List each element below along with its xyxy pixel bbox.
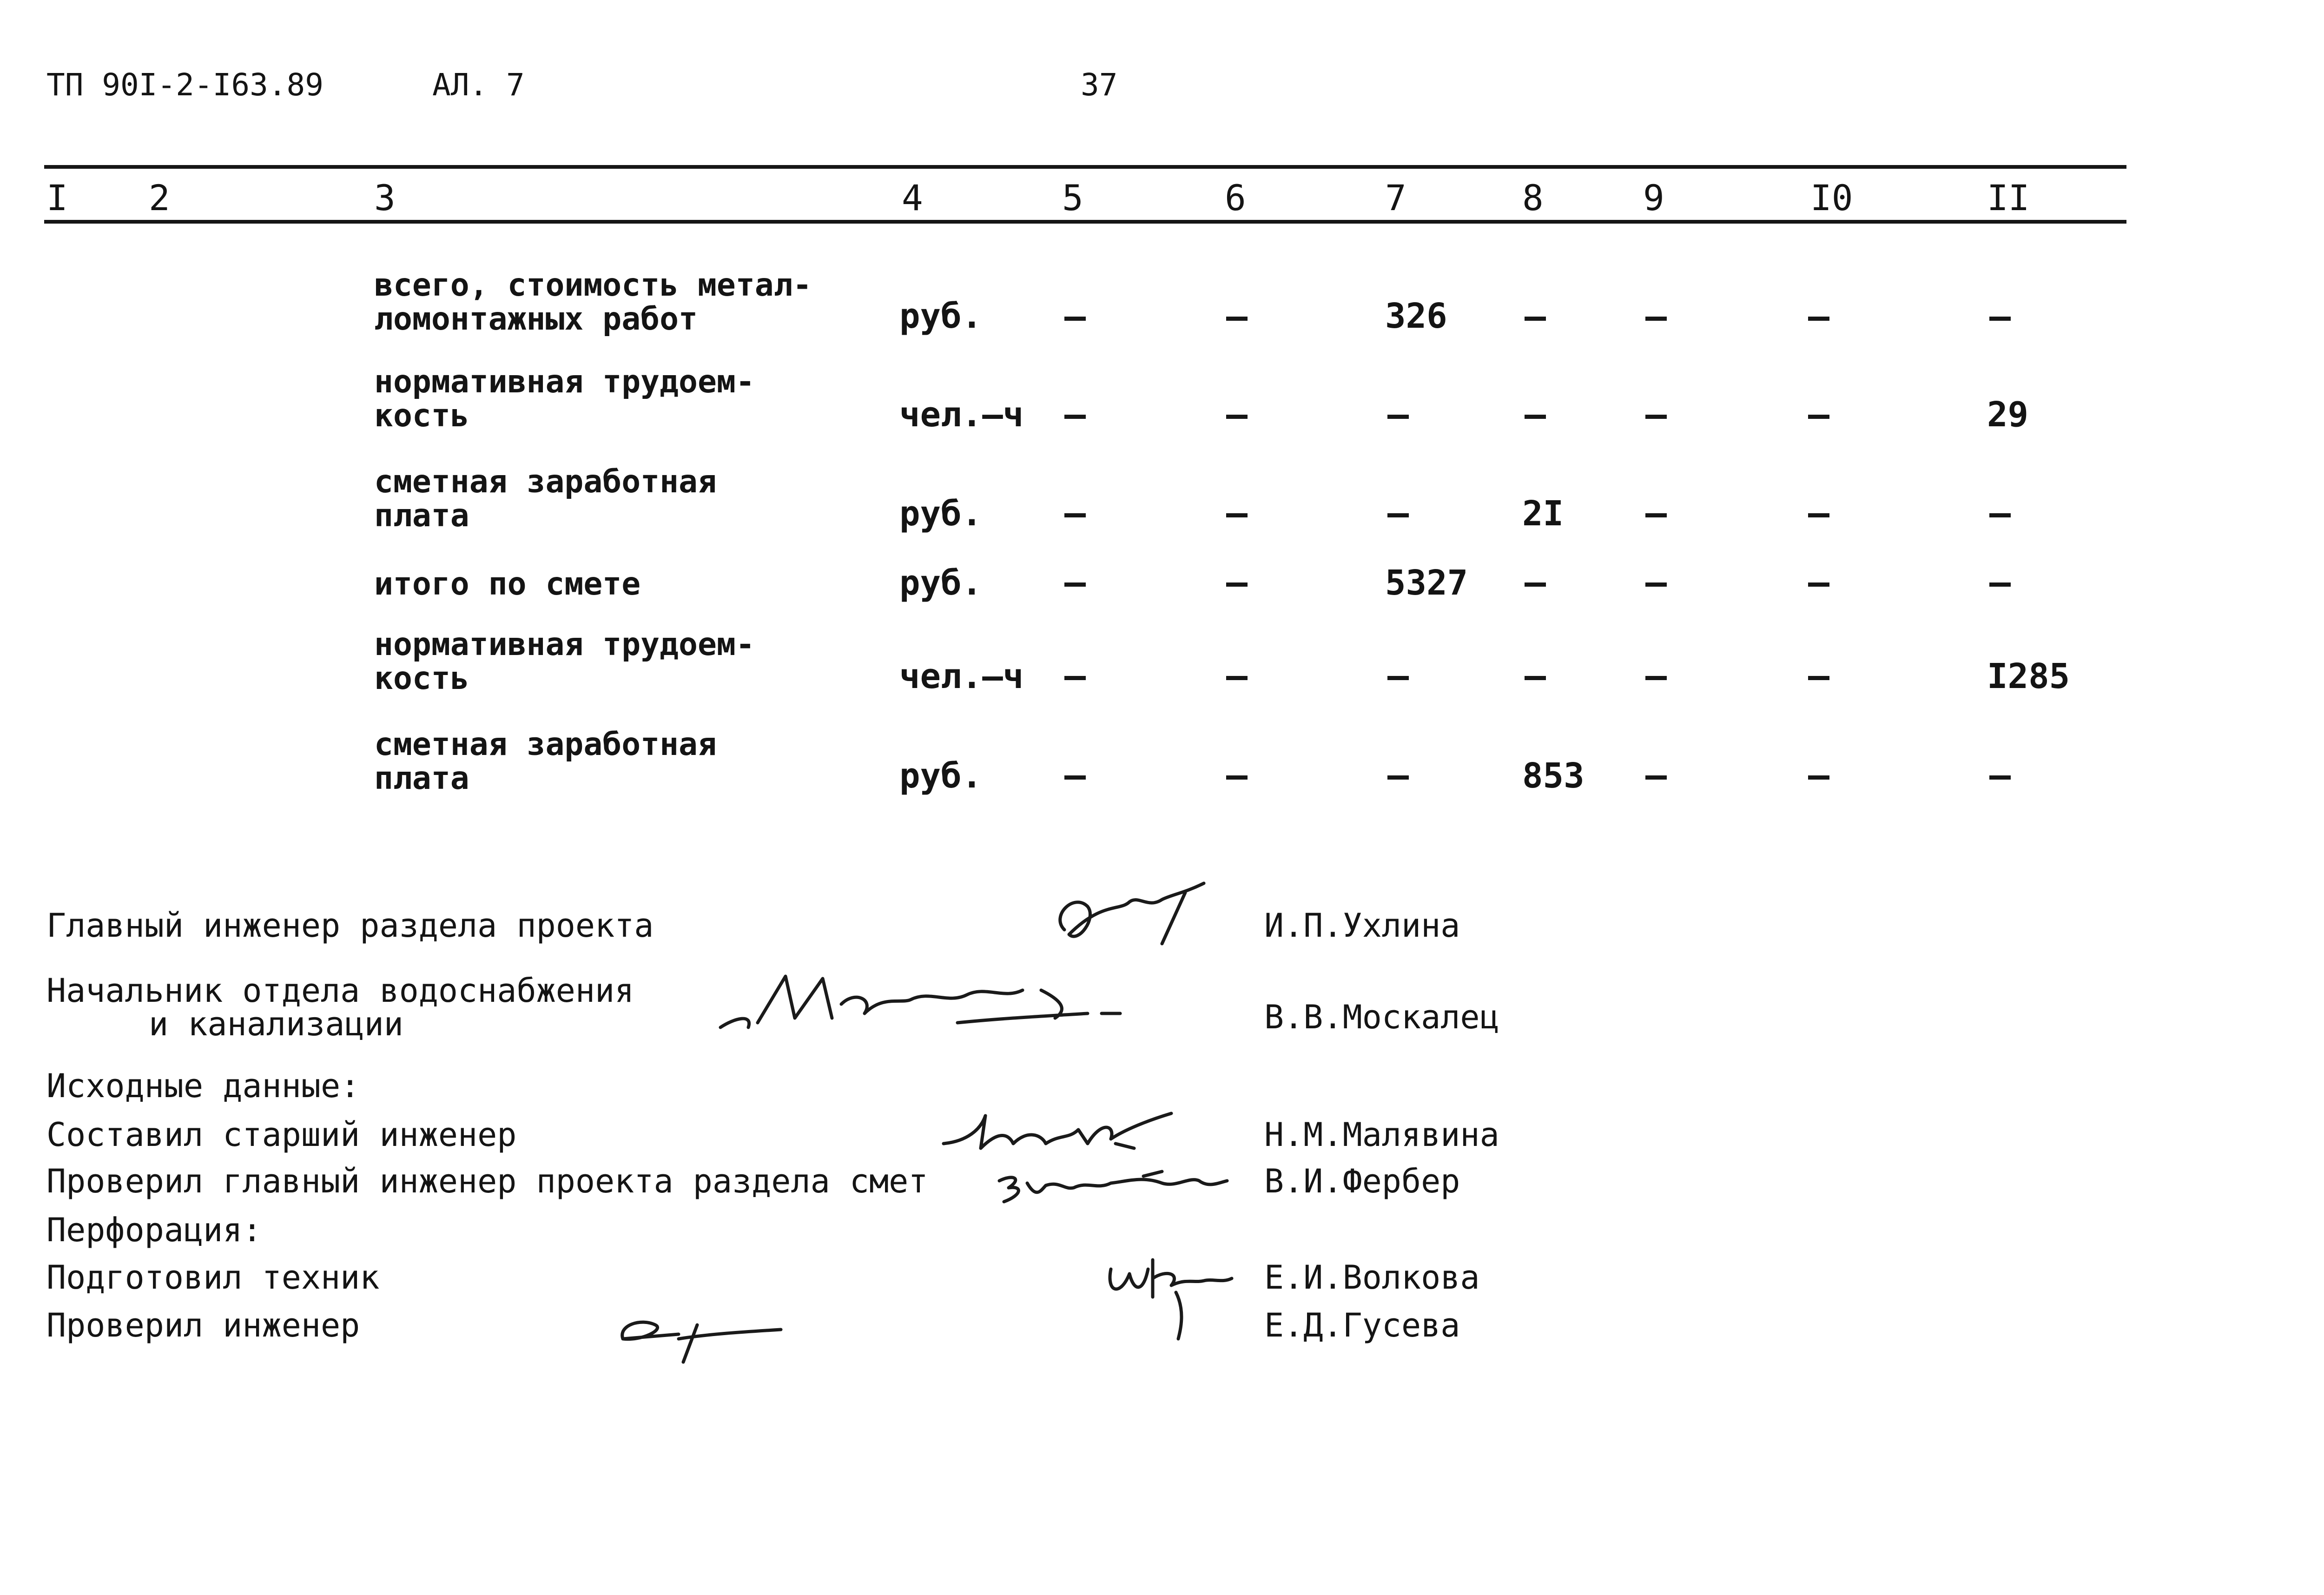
- row-2-col-7-dash: [1387, 415, 1409, 419]
- column-header-11: II: [1987, 177, 2030, 218]
- row-4-col-5-dash: [1064, 582, 1086, 587]
- prepared-role: Подготовил техник: [46, 1258, 380, 1297]
- row-2-col-11-value: 29: [1987, 395, 2029, 435]
- row-3-col-8-value: 2I: [1522, 494, 1564, 534]
- chief-engineer-name: И.П.Ухлина: [1264, 907, 1460, 945]
- row-5-col-5-dash: [1064, 676, 1086, 680]
- row-6-unit: руб.: [899, 756, 983, 796]
- row-1-label-line-2: ломонтажных работ: [374, 301, 698, 338]
- dept-head-role-line-2: и канализации: [149, 1005, 403, 1043]
- row-3-label-line-1: сметная заработная: [374, 463, 717, 500]
- perforation-heading: Перфорация:: [46, 1211, 262, 1249]
- compiled-name: Н.М.Малявина: [1264, 1116, 1499, 1154]
- chief-engineer-signature: [1046, 874, 1213, 958]
- prepared-name: Е.И.Волкова: [1264, 1258, 1480, 1297]
- row-5-col-8-dash: [1525, 676, 1546, 680]
- dept-head-name: В.В.Москалец: [1264, 998, 1499, 1036]
- row-6-col-10-dash: [1808, 775, 1829, 780]
- row-5-col-9-dash: [1645, 676, 1667, 680]
- table-header-rule: [44, 220, 2126, 224]
- row-3-col-5-dash: [1064, 513, 1086, 517]
- column-header-2: 2: [149, 177, 170, 218]
- column-header-10: I0: [1810, 177, 1853, 218]
- row-4-col-7-value: 5327: [1385, 563, 1468, 603]
- input-data-heading: Исходные данные:: [46, 1067, 360, 1105]
- row-6-col-11-dash: [1989, 775, 2011, 780]
- compiled-role: Составил старший инженер: [46, 1116, 517, 1154]
- row-5-label-line-1: нормативная трудоем-: [374, 626, 755, 663]
- chief-engineer-role: Главный инженер раздела проекта: [46, 907, 654, 945]
- column-header-9: 9: [1643, 177, 1664, 218]
- row-6-col-7-dash: [1387, 775, 1409, 780]
- row-2-col-6-dash: [1226, 415, 1248, 419]
- column-header-6: 6: [1225, 177, 1246, 218]
- column-header-5: 5: [1062, 177, 1083, 218]
- row-4-col-9-dash: [1645, 582, 1667, 587]
- row-5-col-10-dash: [1808, 676, 1829, 680]
- row-1-col-7-value: 326: [1385, 296, 1447, 336]
- checked-engineer-role: Проверил инженер: [46, 1306, 360, 1344]
- row-1-col-10-dash: [1808, 317, 1829, 321]
- row-2-label-line-1: нормативная трудоем-: [374, 364, 755, 400]
- checked-estimates-name: В.И.Фербер: [1264, 1162, 1460, 1200]
- row-6-col-6-dash: [1226, 775, 1248, 780]
- checked-estimates-signature: [995, 1162, 1236, 1213]
- row-3-col-9-dash: [1645, 513, 1667, 517]
- row-2-col-5-dash: [1064, 415, 1086, 419]
- checked-engineer-name: Е.Д.Гусева: [1264, 1306, 1460, 1344]
- row-5-col-6-dash: [1226, 676, 1248, 680]
- row-3-unit: руб.: [899, 494, 983, 534]
- row-4-col-8-dash: [1525, 582, 1546, 587]
- document-code: ТП 90I-2-I63.89: [46, 67, 324, 103]
- row-5-unit: чел.–ч: [899, 656, 1024, 696]
- row-4-col-6-dash: [1226, 582, 1248, 587]
- checked-estimates-role: Проверил главный инженер проекта раздела смет: [46, 1162, 928, 1200]
- row-2-label-line-2: кость: [374, 397, 469, 434]
- row-3-col-10-dash: [1808, 513, 1829, 517]
- table-top-rule: [44, 165, 2126, 169]
- row-4-col-11-dash: [1989, 582, 2011, 587]
- row-6-col-5-dash: [1064, 775, 1086, 780]
- row-1-col-6-dash: [1226, 317, 1248, 321]
- sheet-label: АЛ. 7: [432, 67, 525, 103]
- row-4-col-10-dash: [1808, 582, 1829, 587]
- row-2-col-9-dash: [1645, 415, 1667, 419]
- row-2-col-8-dash: [1525, 415, 1546, 419]
- row-3-col-7-dash: [1387, 513, 1409, 517]
- dept-head-signature: [716, 962, 1157, 1041]
- page-number: 37: [1081, 67, 1118, 103]
- row-1-label-line-1: всего, стоимость метал-: [374, 267, 812, 304]
- checked-engineer-signature: [614, 1297, 799, 1367]
- row-4-label: итого по смете: [374, 566, 641, 602]
- column-header-7: 7: [1385, 177, 1406, 218]
- row-1-col-5-dash: [1064, 317, 1086, 321]
- row-4-unit: руб.: [899, 563, 983, 603]
- row-3-col-6-dash: [1226, 513, 1248, 517]
- row-1-col-9-dash: [1645, 317, 1667, 321]
- row-6-label-line-2: плата: [374, 760, 469, 797]
- row-1-unit: руб.: [899, 296, 983, 336]
- row-1-col-11-dash: [1989, 317, 2011, 321]
- prepared-signature: [1102, 1241, 1241, 1348]
- row-6-label-line-1: сметная заработная: [374, 726, 717, 763]
- row-1-col-8-dash: [1525, 317, 1546, 321]
- column-header-8: 8: [1522, 177, 1544, 218]
- row-2-col-10-dash: [1808, 415, 1829, 419]
- row-3-label-line-2: плата: [374, 497, 469, 534]
- row-3-col-11-dash: [1989, 513, 2011, 517]
- column-header-4: 4: [902, 177, 923, 218]
- column-header-3: 3: [374, 177, 396, 218]
- row-5-col-7-dash: [1387, 676, 1409, 680]
- row-5-col-11-value: I285: [1987, 656, 2070, 696]
- row-2-unit: чел.–ч: [899, 395, 1024, 435]
- column-header-1: I: [46, 177, 68, 218]
- row-5-label-line-2: кость: [374, 660, 469, 697]
- compiled-signature: [939, 1102, 1181, 1162]
- row-6-col-8-value: 853: [1522, 756, 1585, 796]
- dept-head-role-line-1: Начальник отдела водоснабжения: [46, 972, 634, 1010]
- row-6-col-9-dash: [1645, 775, 1667, 780]
